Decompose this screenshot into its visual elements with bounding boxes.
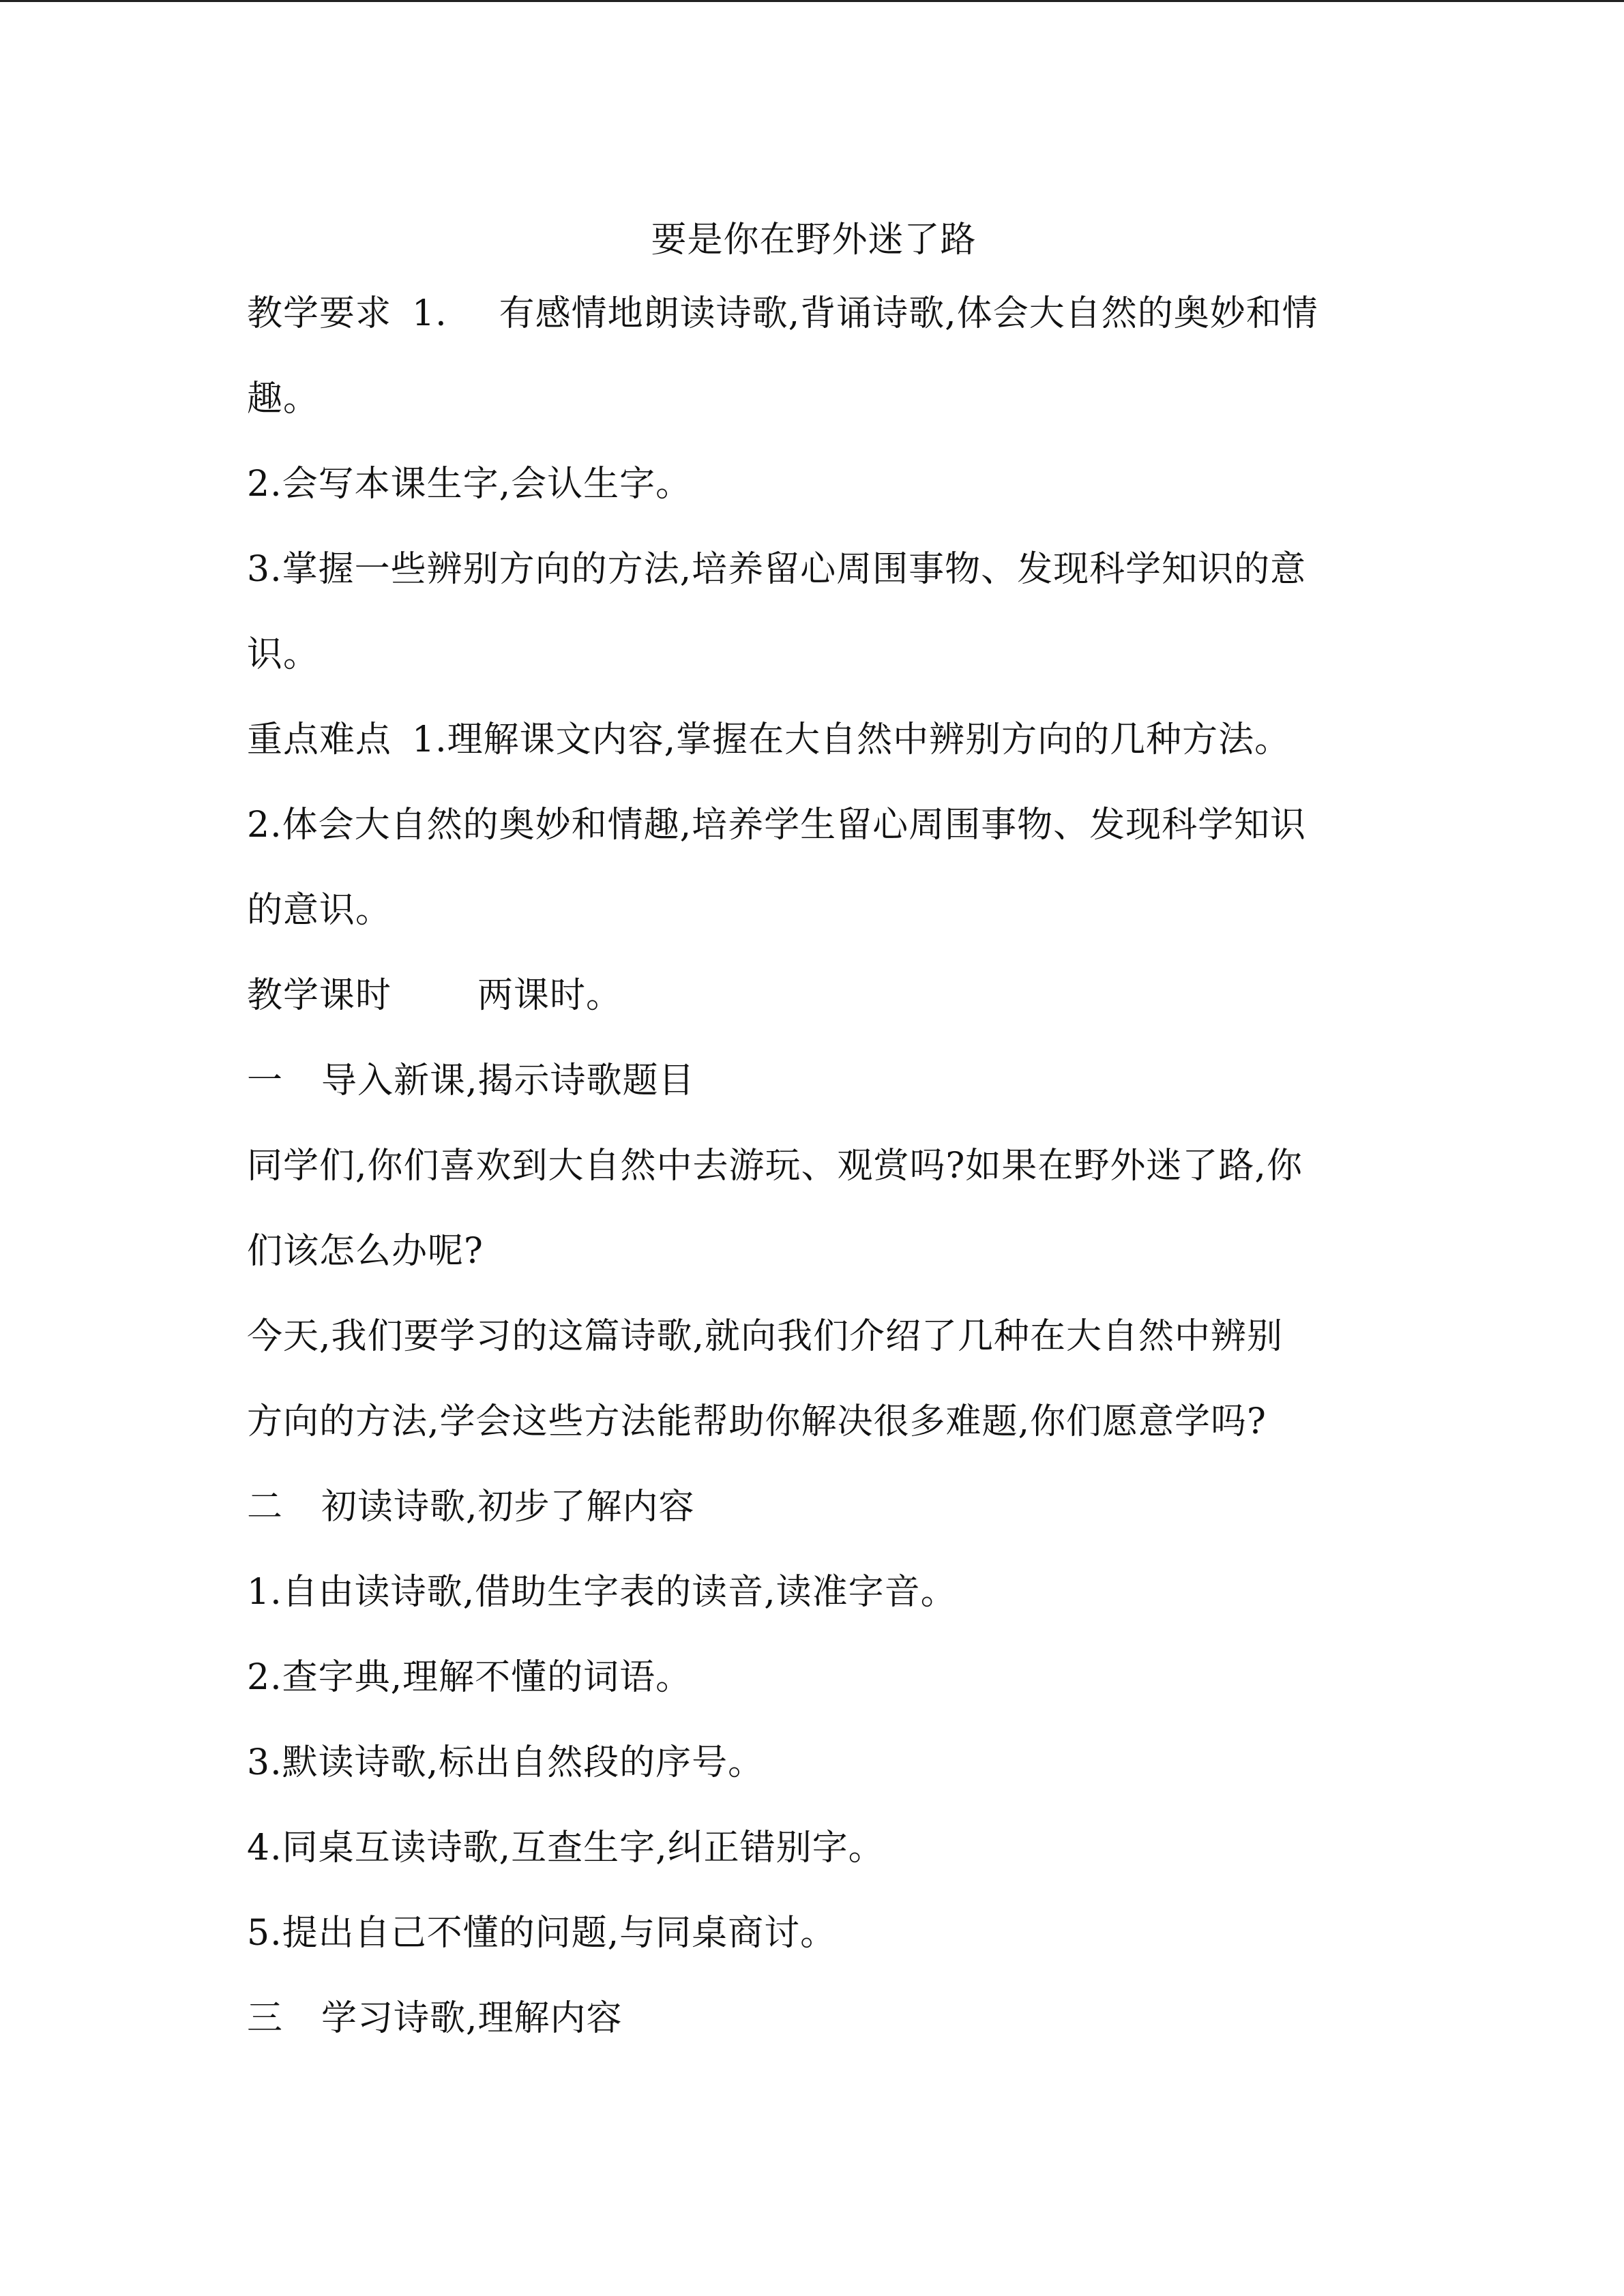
section-2-heading [247, 1465, 1381, 1550]
section-3-title: 学习诗歌,理解内容 [321, 1998, 623, 2039]
section-2-step-1: 1.自由读诗歌,借助生字表的读音,读准字音。 [247, 1572, 957, 1613]
section-1-para-1-line-2: 们该怎么办呢? [247, 1231, 484, 1272]
section-2-step-2: 2.查字典,理解不懂的词语。 [247, 1657, 692, 1698]
section-3-number: 三 [247, 1998, 284, 2039]
section-3-heading [247, 1976, 1381, 2061]
requirement-3-line-1: 3.掌握一些辨别方向的方法,培养留心周围事物、发现科学知识的意 [247, 549, 1307, 590]
section-2-number: 二 [247, 1487, 284, 1527]
requirements-line-2: 趣。 [247, 378, 320, 419]
key-points-line-1 [247, 698, 1381, 783]
key-points-label: 重点难点 [247, 719, 392, 760]
section-1-para-2-line-2: 方向的方法,学会这些方法能帮助你解决很多难题,你们愿意学吗? [247, 1401, 1267, 1442]
requirement-1-text: 有感情地朗读诗歌,背诵诗歌,体会大自然的奥妙和情 [499, 293, 1318, 334]
requirement-3-line-2: 识。 [247, 634, 320, 675]
section-1-number: 一 [247, 1060, 284, 1101]
section-2-step-4: 4.同桌互读诗歌,互查生字,纠正错别字。 [247, 1828, 885, 1868]
requirements-label: 教学要求 [247, 293, 392, 334]
top-border-line [0, 0, 1624, 2]
section-2-step-5: 5.提出自己不懂的问题,与同桌商讨。 [247, 1913, 837, 1954]
key-point-2-line-2: 的意识。 [247, 890, 392, 931]
section-1-heading [247, 1039, 1381, 1124]
requirement-2: 2.会写本课生字,会认生字。 [247, 464, 692, 505]
section-1-para-2-line-1: 今天,我们要学习的这篇诗歌,就向我们介绍了几种在大自然中辨别 [247, 1316, 1284, 1357]
key-point-2-line-1: 2.体会大自然的奥妙和情趣,培养学生留心周围事物、发现科学知识 [247, 805, 1307, 846]
teaching-hours-value: 两课时。 [477, 975, 623, 1016]
section-1-title: 导入新课,揭示诗歌题目 [321, 1060, 695, 1101]
page-title: 要是你在野外迷了路 [651, 220, 977, 260]
section-1-para-1-line-1: 同学们,你们喜欢到大自然中去游玩、观赏吗?如果在野外迷了路,你 [247, 1146, 1303, 1187]
teaching-hours-line [247, 953, 1381, 1039]
teaching-hours-label: 教学课时 [247, 975, 392, 1016]
section-2-title: 初读诗歌,初步了解内容 [321, 1487, 695, 1527]
requirements-line-1 [247, 271, 1381, 357]
document-page [247, 209, 1381, 2061]
requirement-1-number: 1. [412, 293, 447, 334]
section-2-step-3: 3.默读诗歌,标出自然段的序号。 [247, 1742, 765, 1783]
key-point-1: 1.理解课文内容,掌握在大自然中辨别方向的几种方法。 [412, 719, 1291, 760]
